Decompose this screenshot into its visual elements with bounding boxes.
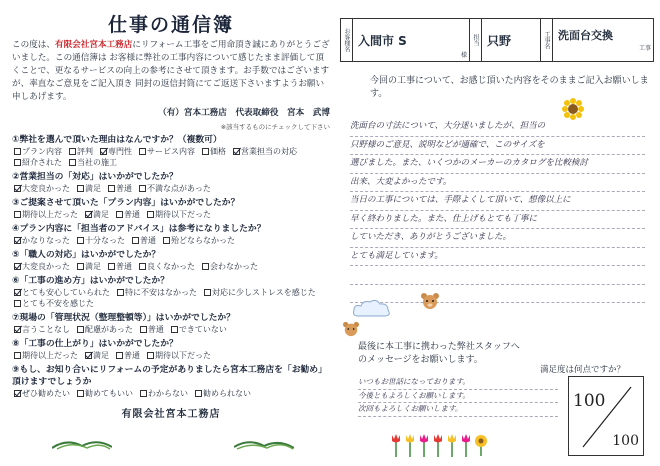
option-label: できていない xyxy=(178,325,227,334)
tulips-icon xyxy=(388,431,478,457)
option-item[interactable] xyxy=(14,350,78,361)
option-label: 価格 xyxy=(210,147,226,156)
option-label: 勧めてもいい xyxy=(85,389,133,398)
question-7 xyxy=(12,312,330,335)
checkbox[interactable] xyxy=(147,211,154,218)
check-note: ※該当するものにチェックして下さい xyxy=(220,123,330,131)
checkbox[interactable] xyxy=(69,148,76,155)
option-label: 評判 xyxy=(77,147,93,156)
staff-label: 担当 xyxy=(470,19,482,61)
intro-after: にリフォーム工事をご用命頂き誠にありがとうございました。この通信簿は お客様に弊社の工事内容について感じたまま評価して頂くことで、更なるサービスの向上の参考にさせて頂きます。お手数ではございますが、率直なご意見をご記入頂き 同封の返信封筒にてご返送下さいますようお願い申しあげます。 xyxy=(12,40,330,102)
option-item[interactable] xyxy=(77,183,101,194)
option-label: 満足 xyxy=(93,351,109,360)
option-label: 満足 xyxy=(93,210,109,219)
option-item[interactable] xyxy=(69,157,117,168)
checkbox[interactable] xyxy=(195,390,202,397)
question-options xyxy=(12,261,330,272)
comment-line: 当日の工事については、手際よくして頂いて、想像以上に xyxy=(350,192,645,211)
option-label: 勧められない xyxy=(203,389,251,398)
option-item[interactable] xyxy=(14,183,70,194)
option-item[interactable] xyxy=(77,388,133,399)
question-options xyxy=(12,209,330,220)
checkbox[interactable] xyxy=(147,352,154,359)
option-item[interactable] xyxy=(14,298,94,309)
question-title: ③ご提案させて頂いた「プラン内容」はいかがでしたか？ xyxy=(12,198,240,208)
option-item[interactable] xyxy=(108,261,132,272)
question-title: ②営業担当の「対応」はいかがでしたか？ xyxy=(12,172,178,182)
question-8 xyxy=(12,338,330,361)
score-value: 100 xyxy=(573,391,606,411)
option-item[interactable] xyxy=(100,146,132,157)
checkbox-checked[interactable] xyxy=(14,289,21,296)
footer-company: 有限会社宮本工務店 xyxy=(121,409,221,420)
option-item[interactable] xyxy=(85,209,109,220)
comment-lines xyxy=(350,118,645,303)
option-label: 特に不安はなかった xyxy=(125,288,197,297)
message-line: いつもお世話になっております。 xyxy=(358,376,558,390)
option-item[interactable] xyxy=(116,350,140,361)
option-item[interactable] xyxy=(139,261,195,272)
option-item[interactable] xyxy=(14,388,70,399)
checkbox[interactable] xyxy=(202,263,209,270)
option-item[interactable] xyxy=(233,146,297,157)
checkbox[interactable] xyxy=(139,148,146,155)
option-item[interactable] xyxy=(77,324,133,335)
option-item[interactable] xyxy=(77,261,101,272)
question-title: ⑧「工事の仕上がり」はいかがでしたか？ xyxy=(12,339,178,349)
option-label: 大変良かった xyxy=(22,262,70,271)
checkbox-checked[interactable] xyxy=(85,211,92,218)
option-label: わからない xyxy=(148,389,188,398)
question-options xyxy=(12,146,330,168)
option-item[interactable] xyxy=(14,235,70,246)
score-total: 100 xyxy=(612,433,639,449)
checkbox[interactable] xyxy=(132,237,139,244)
customer-header xyxy=(340,18,654,62)
option-item[interactable] xyxy=(163,235,235,246)
checkbox-checked[interactable] xyxy=(14,237,21,244)
option-label: 期待以下だった xyxy=(155,351,211,360)
option-label: 期待以上だった xyxy=(22,351,78,360)
comment-line: 只野様のご意見、説明などが適確で、このサイズを xyxy=(350,137,645,156)
option-label: サービス内容 xyxy=(147,147,195,156)
flower-icon xyxy=(472,434,490,456)
work-suffix: 工事 xyxy=(638,44,651,52)
checkbox[interactable] xyxy=(139,185,146,192)
question-options xyxy=(12,235,330,246)
option-item[interactable] xyxy=(202,261,258,272)
work-cell xyxy=(541,19,653,61)
intro-before: この度は、 xyxy=(12,40,55,50)
checkbox[interactable] xyxy=(14,148,21,155)
option-label: 満足 xyxy=(85,184,101,193)
question-title: ⑥「工事の進め方」はいかがでしたか？ xyxy=(12,276,169,286)
questionnaire-panel xyxy=(12,6,330,462)
option-item[interactable] xyxy=(14,261,70,272)
empty-ruled-line xyxy=(350,266,645,285)
checkbox-checked[interactable] xyxy=(233,148,240,155)
option-label: 不満な点があった xyxy=(147,184,211,193)
checkbox[interactable] xyxy=(14,159,21,166)
option-label: 対応に少しストレスを感じた xyxy=(212,288,316,297)
option-item[interactable] xyxy=(108,183,132,194)
checkbox[interactable] xyxy=(140,326,147,333)
option-item[interactable] xyxy=(140,324,164,335)
option-label: 期待以下だった xyxy=(155,210,211,219)
checkbox[interactable] xyxy=(117,289,124,296)
option-label: 言うことなし xyxy=(22,325,70,334)
checkbox[interactable] xyxy=(116,211,123,218)
question-1 xyxy=(12,134,330,168)
option-item[interactable] xyxy=(14,324,70,335)
comment-line: 洗面台の寸法について、大分迷いましたが、担当の xyxy=(350,118,645,137)
option-label: とても不安を感じた xyxy=(22,299,94,308)
checkbox[interactable] xyxy=(77,185,84,192)
option-label: かなりなった xyxy=(22,236,70,245)
option-label: 十分なった xyxy=(85,236,125,245)
option-label: 普通 xyxy=(116,262,132,271)
signature: （有）宮本工務店 代表取締役 宮本 武博 xyxy=(158,108,330,118)
option-item[interactable] xyxy=(204,287,316,298)
checkbox[interactable] xyxy=(204,289,211,296)
checkbox-checked[interactable] xyxy=(14,185,21,192)
checkbox[interactable] xyxy=(14,352,21,359)
question-5 xyxy=(12,249,330,272)
checkbox[interactable] xyxy=(14,300,21,307)
question-6 xyxy=(12,275,330,309)
option-item[interactable] xyxy=(202,146,226,157)
question-options xyxy=(12,183,330,194)
option-item[interactable] xyxy=(14,146,62,157)
checkbox[interactable] xyxy=(77,326,84,333)
option-label: 紹介された xyxy=(22,158,62,167)
question-options xyxy=(12,287,330,309)
message-line: 次回もよろしくお願いします。 xyxy=(358,403,558,417)
option-label: 良くなかった xyxy=(147,262,195,271)
honorific: 様 xyxy=(460,52,467,59)
option-label: プラン内容 xyxy=(22,147,62,156)
bear-icon xyxy=(420,292,440,310)
option-label: 普通 xyxy=(124,210,140,219)
option-item[interactable] xyxy=(117,287,197,298)
checkbox[interactable] xyxy=(108,185,115,192)
question-3 xyxy=(12,197,330,220)
staff-cell xyxy=(470,19,541,61)
sunflower-icon xyxy=(562,98,584,120)
checkbox[interactable] xyxy=(69,159,76,166)
customer-label: お客様名 xyxy=(341,19,353,61)
option-item[interactable] xyxy=(147,209,211,220)
option-item[interactable] xyxy=(14,209,78,220)
option-item[interactable] xyxy=(77,235,125,246)
checkbox-checked[interactable] xyxy=(100,148,107,155)
comment-line: 出来、大変よかったです。 xyxy=(350,174,645,193)
grass-decoration-right xyxy=(234,436,294,450)
customer-name: 入間市 S xyxy=(358,33,407,48)
option-item[interactable] xyxy=(139,183,211,194)
option-label: 営業担当の対応 xyxy=(241,147,297,156)
message-line: 今後ともよろしくお願いします。 xyxy=(358,390,558,404)
checkbox-checked[interactable] xyxy=(85,352,92,359)
option-label: 殆どならなかった xyxy=(171,236,235,245)
question-title: ⑨もし、お知り合いにリフォームの予定がありましたら宮本工務店を「お勧め」頂けますでしょうか xyxy=(12,365,327,387)
checkbox-checked[interactable] xyxy=(14,326,21,333)
checkbox[interactable] xyxy=(163,237,170,244)
option-item[interactable] xyxy=(171,324,227,335)
checkbox[interactable] xyxy=(77,237,84,244)
option-item[interactable] xyxy=(14,287,110,298)
option-item[interactable] xyxy=(147,350,211,361)
checkbox[interactable] xyxy=(77,390,84,397)
checkbox-checked[interactable] xyxy=(14,390,21,397)
option-item[interactable] xyxy=(132,235,156,246)
comment-line: 選びました。また、いくつかのメーカーのカタログを比較検討 xyxy=(350,155,645,174)
question-2 xyxy=(12,171,330,194)
question-title: ⑦現場の「管理状況（整理整頓等）」はいかがでしたか？ xyxy=(12,313,235,323)
checkbox[interactable] xyxy=(116,352,123,359)
option-label: とても安心していられた xyxy=(22,288,110,297)
option-item[interactable] xyxy=(69,146,93,157)
checkbox[interactable] xyxy=(140,390,147,397)
option-item[interactable] xyxy=(14,157,62,168)
satisfaction-box xyxy=(568,376,644,456)
option-label: 配慮があった xyxy=(85,325,133,334)
bear-small-icon xyxy=(342,321,360,337)
question-title: ④プラン内容に「担当者のアドバイス」は参考になりましたか？ xyxy=(12,224,266,234)
comment-line: していただき、ありがとうございました。 xyxy=(350,229,645,248)
question-options xyxy=(12,388,330,399)
option-label: 大変良かった xyxy=(22,184,70,193)
comment-line: とても満足しています。 xyxy=(350,248,645,267)
satisfaction-label: 満足度は何点ですか？ xyxy=(540,365,626,375)
comment-prompt: 今回の工事について、お感じ頂いた内容をそのままご記入お願いします。 xyxy=(370,76,649,99)
message-lines xyxy=(358,376,558,417)
question-list xyxy=(12,134,330,399)
question-options xyxy=(12,324,330,335)
option-label: 期待以上だった xyxy=(22,210,78,219)
question-4 xyxy=(12,223,330,246)
customer-cell xyxy=(341,19,470,61)
question-title: ①弊社を選んで頂いた理由はなんですか？（複数可） xyxy=(12,135,222,145)
checkbox[interactable] xyxy=(139,263,146,270)
work-label: 工事名 xyxy=(541,19,553,61)
option-label: ぜひ勧めたい xyxy=(22,389,70,398)
option-label: 専門性 xyxy=(108,147,132,156)
checkbox[interactable] xyxy=(14,211,21,218)
option-item[interactable] xyxy=(195,388,251,399)
form-title: 仕事の通信簿 xyxy=(107,14,234,36)
option-label: 普通 xyxy=(116,184,132,193)
intro-company: 有限会社宮本工務店 xyxy=(54,40,133,50)
checkbox[interactable] xyxy=(108,263,115,270)
option-label: 普通 xyxy=(140,236,156,245)
empty-ruled-line xyxy=(350,285,645,304)
checkbox[interactable] xyxy=(77,263,84,270)
checkbox-checked[interactable] xyxy=(14,263,21,270)
option-item[interactable] xyxy=(116,209,140,220)
option-label: 満足 xyxy=(85,262,101,271)
checkbox[interactable] xyxy=(202,148,209,155)
option-label: 普通 xyxy=(147,325,164,334)
option-item[interactable] xyxy=(140,388,188,399)
option-label: 会わなかった xyxy=(210,262,258,271)
message-prompt: 最後に本工事に携わった弊社スタッフへのメッセージをお願いします。 xyxy=(358,342,520,365)
question-options xyxy=(12,350,330,361)
question-title: ⑤「職人の対応」はいかがでしたか？ xyxy=(12,250,161,260)
question-9 xyxy=(12,364,330,399)
work-name: 洗面台交換 xyxy=(558,28,613,42)
comment-line: 早く終わりました。また、仕上げもとても丁寧に xyxy=(350,211,645,230)
intro-text xyxy=(12,39,330,104)
staff-name: 只野 xyxy=(487,33,512,48)
grass-decoration-left xyxy=(52,436,112,450)
checkbox[interactable] xyxy=(171,326,178,333)
option-item[interactable] xyxy=(85,350,109,361)
comment-panel xyxy=(340,6,654,462)
option-label: 当社の施工 xyxy=(77,158,117,167)
option-label: 普通 xyxy=(124,351,140,360)
cloud-icon xyxy=(352,298,392,320)
option-item[interactable] xyxy=(139,146,195,157)
